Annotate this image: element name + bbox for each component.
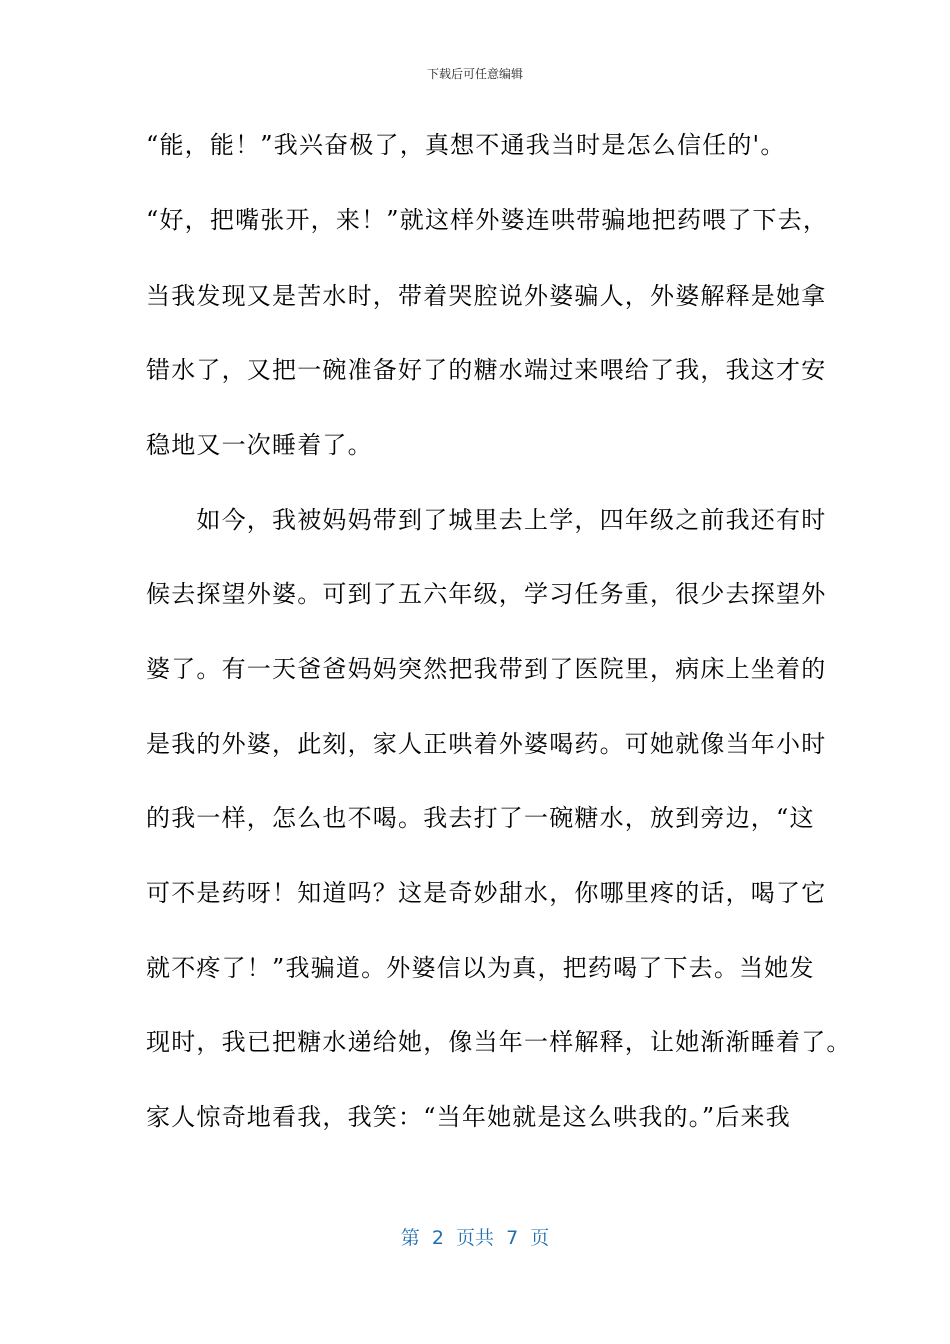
- body-text-line: “能，能！”我兴奋极了，真想不通我当时是怎么信任的'。: [146, 131, 786, 159]
- body-text-line: 稳地又一次睡着了。: [146, 431, 373, 459]
- body-text-line: 候去探望外婆。可到了五六年级，学习任务重，很少去探望外: [146, 580, 827, 608]
- body-text-line: 是我的外婆，此刻，家人正哄着外婆喝药。可她就像当年小时: [146, 730, 827, 758]
- page-header: 下载后可任意编辑: [426, 67, 523, 81]
- body-text-line: 错水了，又把一碗准备好了的糖水端过来喂给了我，我这才安: [146, 356, 827, 384]
- body-text-line: 当我发现又是苦水时，带着哭腔说外婆骗人，外婆解释是她拿: [146, 282, 827, 310]
- body-text-line: 如今，我被妈妈带到了城里去上学，四年级之前我还有时: [146, 506, 827, 534]
- body-text-line: “好，把嘴张开，来！”就这样外婆连哄带骗地把药喂了下去，: [146, 206, 829, 234]
- body-text-line: 现时，我已把糖水递给她，像当年一样解释，让她渐渐睡着了。: [146, 1028, 852, 1056]
- page-number-footer: 第 2 页共 7 页: [400, 1227, 550, 1249]
- body-text-line: 的我一样，怎么也不喝。我去打了一碗糖水，放到旁边，“这: [146, 804, 815, 832]
- body-text-line: 家人惊奇地看我，我笑：“当年她就是这么哄我的。”后来我: [146, 1103, 791, 1131]
- body-text-line: 就不疼了！”我骗道。外婆信以为真，把药喝了下去。当她发: [146, 954, 815, 982]
- body-text-line: 婆了。有一天爸爸妈妈突然把我带到了医院里，病床上坐着的: [146, 655, 827, 683]
- body-text-line: 可不是药呀！知道吗？这是奇妙甜水，你哪里疼的话，喝了它: [146, 879, 827, 907]
